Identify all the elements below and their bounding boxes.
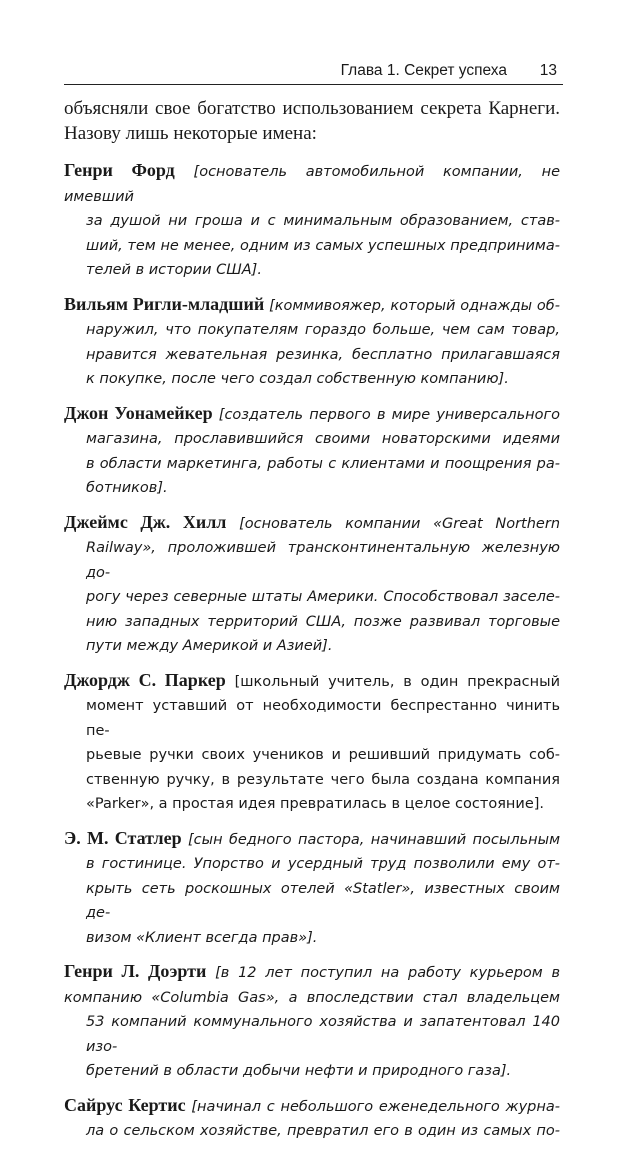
person-description: крыть сеть роскошных отелей «Statler», известных своим де- (86, 880, 560, 921)
list-item (64, 1093, 560, 1144)
person-description: [в 12 лет поступил на работу курьером в компанию «Columbia Gas», а впоследствии стал владельцем (64, 965, 560, 1006)
person-name: Э. М. Статлер (64, 827, 182, 848)
person-name: Сайрус Кертис (64, 1094, 186, 1115)
person-description: [основатель автомобильной компании, не имевший (64, 164, 561, 205)
person-description: в гостинице. Упорство и усердный труд позволили ему от- (86, 856, 560, 872)
list-item (64, 510, 560, 659)
person-name: Джон Уонамейкер (64, 402, 213, 423)
person-description: [создатель первого в мире универсального (218, 406, 561, 423)
person-name: Джордж С. Паркер (64, 669, 226, 690)
person-description: [начинал с небольшого еженедельного журна- (191, 1098, 560, 1115)
person-name: Генри Форд (64, 160, 175, 180)
list-item (64, 292, 560, 392)
chapter-title: Глава 1. Секрет успеха (340, 62, 507, 79)
intro-paragraph: объясняли свое богатство использованием секрета Карнеги. Назову лишь некоторые имена: (64, 98, 560, 144)
person-description: телей в истории США]. (86, 262, 262, 278)
person-description: бретений в области добычи нефти и природного газа]. (86, 1063, 512, 1079)
person-description: момент уставший от необходимости беспрестанно чинить пе- (86, 698, 560, 739)
person-description: ший, тем не менее, одним из самых успешных предпринима- (86, 237, 560, 254)
person-description: визом «Клиент всегда прав»]. (86, 929, 318, 946)
person-name: Вильям Ригли-младший (64, 293, 265, 314)
person-description: магазина, прославившийся своими новаторскими идеями (86, 431, 560, 447)
person-description: нравится жевательная резинка, бесплатно прилагавшаяся (86, 346, 560, 363)
person-description: 53 компаний коммунального хозяйства и запатентовал 140 изо- (86, 1014, 560, 1055)
person-description: ботников]. (86, 480, 168, 496)
list-item (64, 401, 560, 501)
person-description: рьевые ручки своих учеников и решивший придумать соб- (86, 747, 560, 763)
person-description: «Parker», а простая идея превратилась в целое состояние]. (86, 796, 545, 812)
running-header (64, 58, 563, 85)
person-description: [школьный учитель, в один прекрасный (234, 673, 560, 690)
person-name: Джеймс Дж. Хилл (64, 511, 227, 532)
person-description: [сын бедного пастора, начинавший посыльным (188, 831, 561, 848)
entry-list (64, 158, 560, 1144)
list-item (64, 826, 560, 951)
list-item (64, 668, 560, 817)
person-description: нию западных территорий США, позже развивал торговые (86, 613, 560, 630)
list-item (64, 959, 560, 1084)
person-description: рогу через северные штаты Америки. Способствовал заселе- (86, 589, 560, 605)
person-description: пути между Америкой и Азией]. (86, 638, 333, 654)
person-description: наружил, что покупателям гораздо больше, чем сам товар, (86, 322, 560, 338)
person-description: ственную ручку, в результате чего была создана компания (86, 771, 560, 788)
person-description: ла о сельском хозяйстве, превратил его в один из самых по- (86, 1123, 560, 1139)
person-name: Генри Л. Доэрти (64, 961, 207, 981)
person-description: Railway», проложившей трансконтинентальную железную до- (86, 540, 560, 581)
page-body (64, 96, 560, 1153)
person-description: за душой ни гроша и с минимальным образованием, став- (86, 213, 560, 229)
person-description: [коммивояжер, который однажды об- (269, 297, 560, 314)
page-number: 13 (539, 62, 557, 79)
person-description: в области маркетинга, работы с клиентами и поощрения ра- (86, 455, 560, 472)
person-description: к покупке, после чего создал собственную компанию]. (86, 371, 509, 387)
person-description: [основатель компании «Great Northern (239, 515, 561, 532)
list-item (64, 158, 560, 283)
